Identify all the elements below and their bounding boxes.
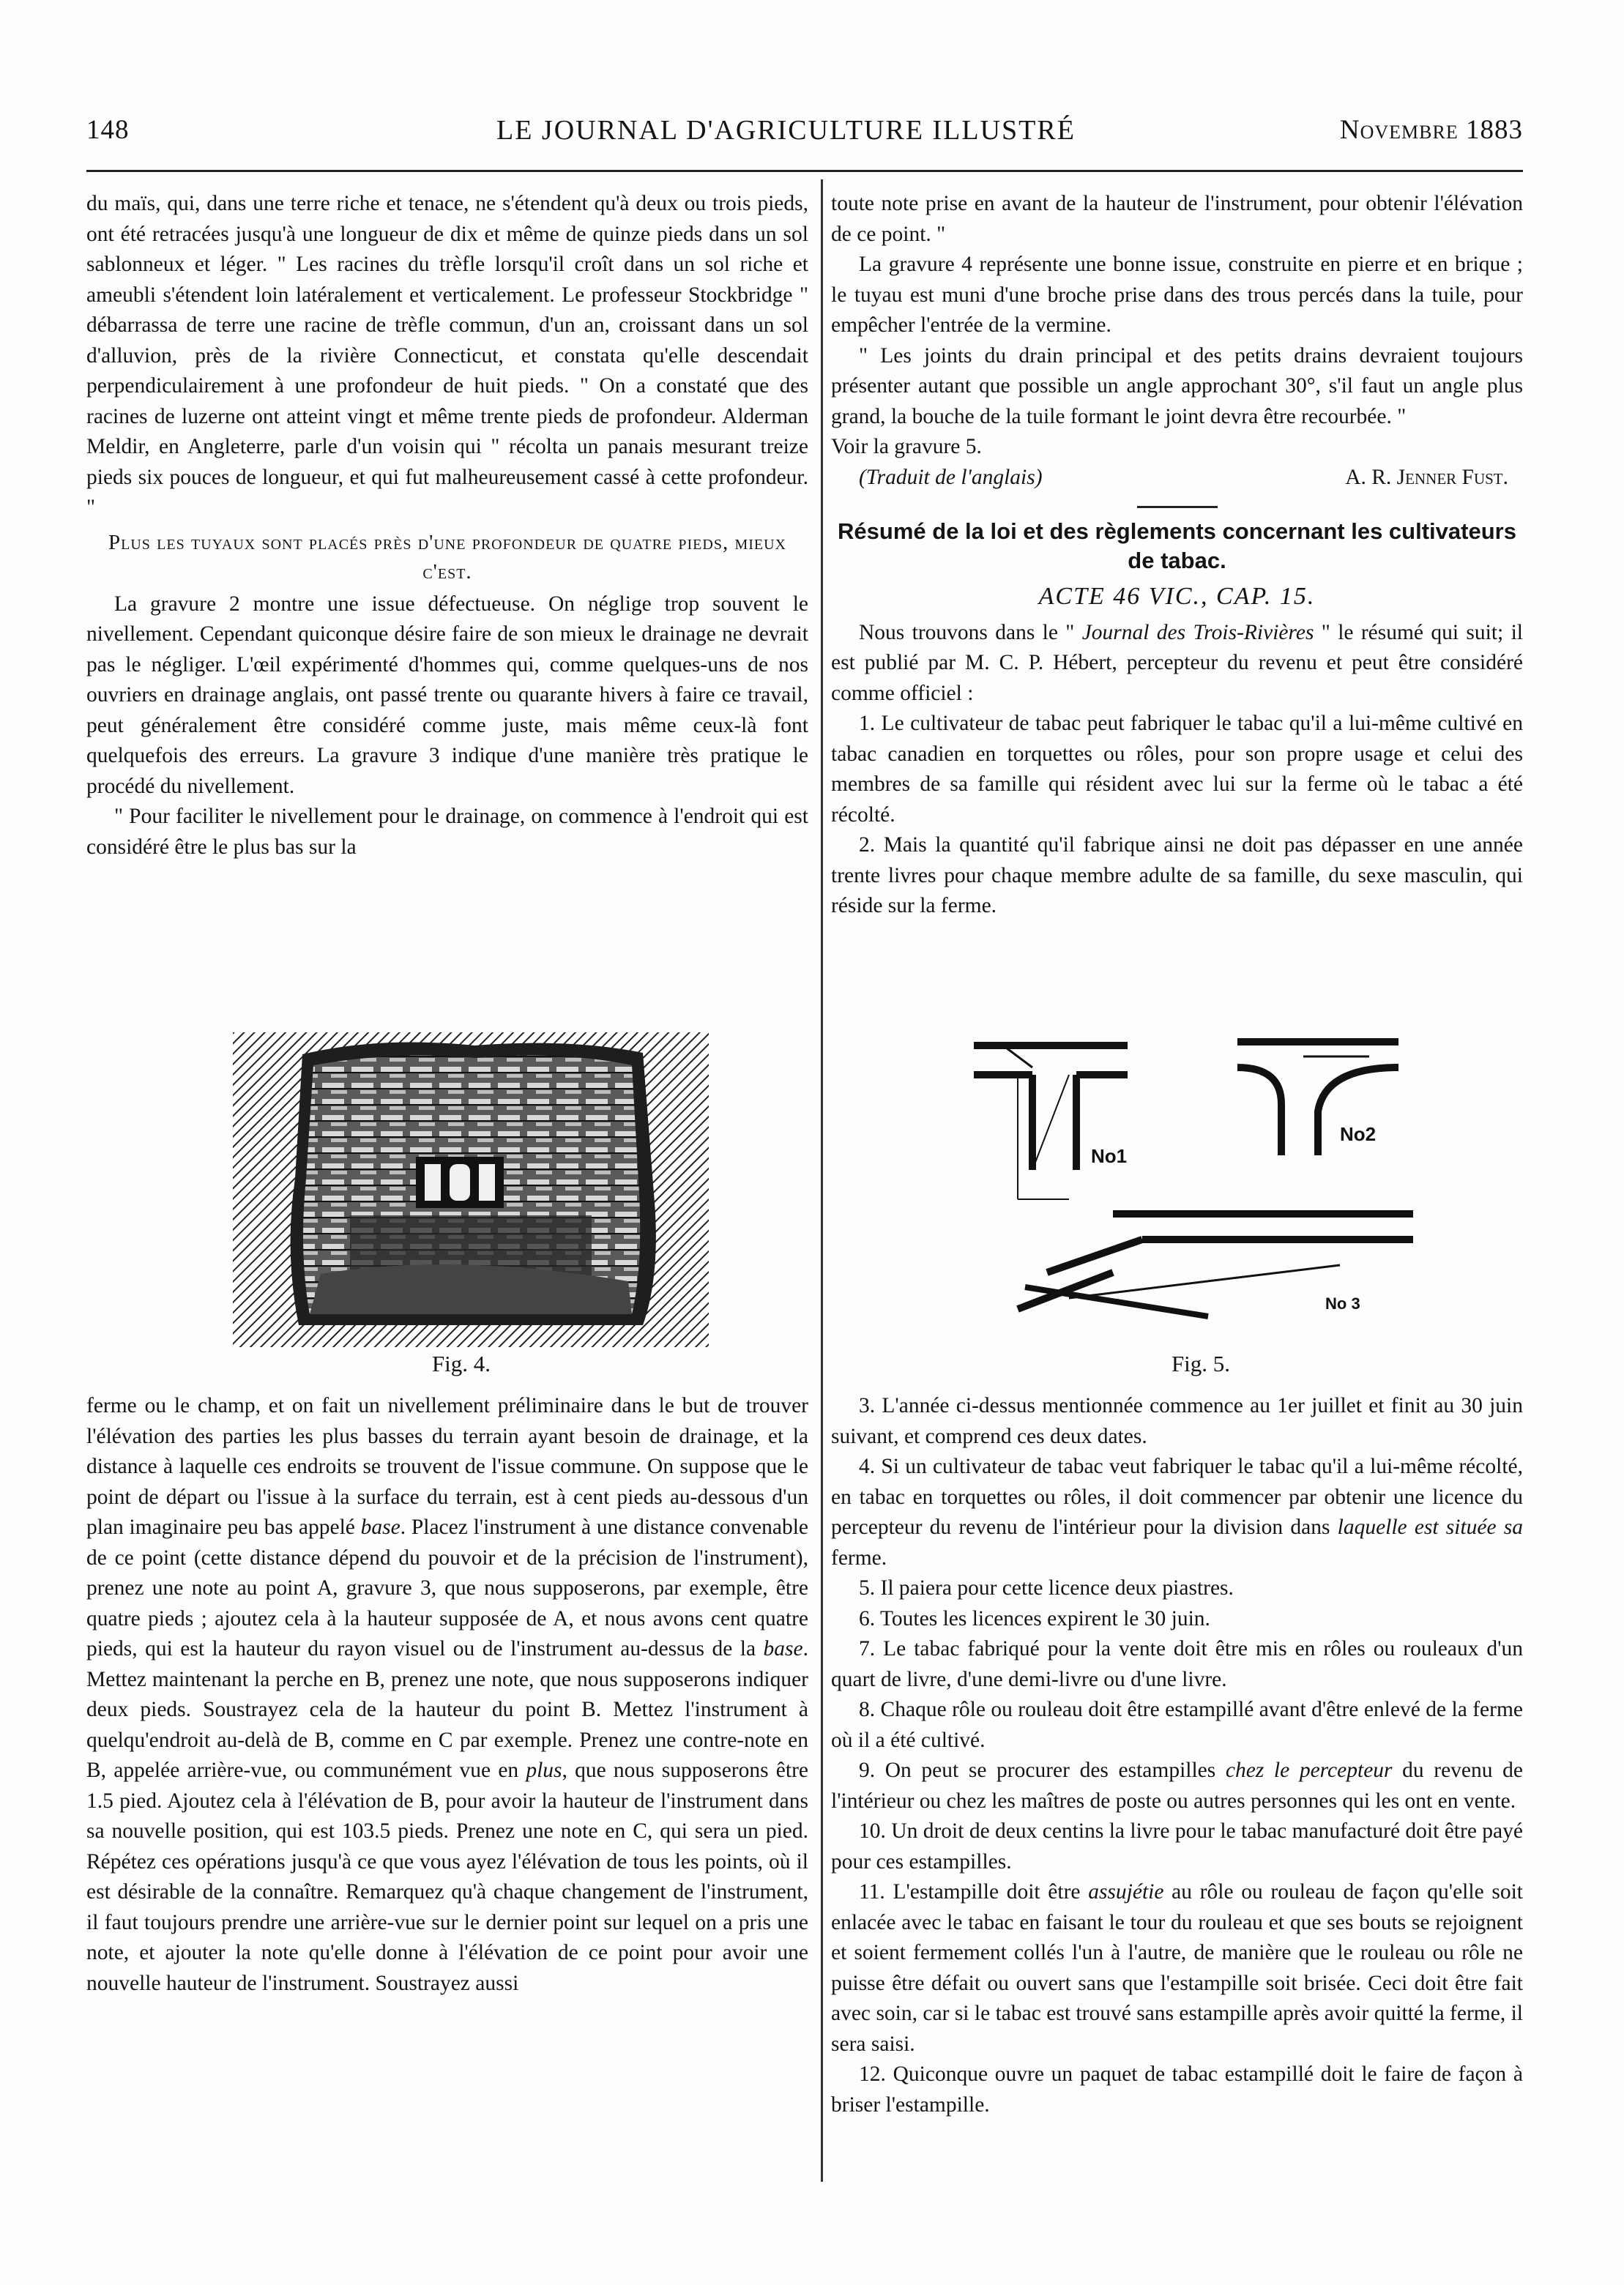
list-item	[831, 1877, 1523, 2060]
header-rule	[86, 170, 1523, 172]
paragraph: Voir la gravure 5.	[831, 435, 982, 458]
label-no1: No1	[1091, 1145, 1128, 1167]
italic-run: chez le percepteur	[1225, 1759, 1393, 1782]
italic-term: plus	[526, 1759, 562, 1782]
label-no2: No2	[1340, 1123, 1377, 1145]
translation-note: (Traduit de l'anglais)	[859, 465, 1043, 489]
list-item	[831, 1756, 1523, 1816]
paragraph: La gravure 4 représente une bonne issue, construite en pierre et en brique ; le tuyau est muni d'une broche prise dans des trous percés dans la tuile, pour empêcher l'entrée de la vermine.	[831, 253, 1523, 337]
journal-name: Journal des Trois-Rivières	[1081, 620, 1314, 644]
figure-4-drain-outlet	[233, 1032, 709, 1347]
paragraph	[831, 618, 1523, 709]
figure-4-caption: Fig. 4.	[431, 1351, 491, 1376]
text-run: ferme ou le champ, et on fait un nivellement préliminaire dans le but de trouver l'élévation des parties les plus basses du terrain ayant besoin de drainage, et la distance à laquelle ces endroits se trouvent de l'issue commune. On suppose que le point de départ ou l'issue à la surface du terrain, est à cent pieds au-dessous d'un plan imaginaire peu bas appelé	[86, 1394, 808, 1539]
figure-5-drain-joints	[959, 1024, 1428, 1346]
drain-joints-illustration	[959, 1024, 1428, 1346]
paragraph: " Les joints du drain principal et des petits drains devraient toujours présenter autant que possible un angle approchant 30°, s'il faut un angle plus grand, la bouche de la tuile formant le joint devra être recourbée. "	[831, 343, 1523, 428]
joint-no1	[974, 1045, 1128, 1199]
list-item: 5. Il paiera pour cette licence deux piastres.	[859, 1576, 1234, 1600]
signature-line	[831, 463, 1523, 493]
text-run: , que nous supposerons être 1.5 pied. Ajoutez cela à l'élévation de B, pour avoir la hauteur de l'instrument dans sa nouvelle position, qui est 103.5 pieds. Prenez une note en C, qui sera un pied. Répétez ces opérations jusqu'à ce que vous ayez l'élévation de tous les points, où il est désirable de la connaître. Remarquez qu'à chaque changement de l'instrument, il faut toujours prendre une arrière-vue sur le dernier point sur lequel on a pris une note, et ajouter la note qu'elle donne à l'élévation de ce point pour avoir une nouvelle hauteur de l'instrument. Soustrayez aussi	[86, 1759, 808, 1995]
list-item: 3. L'année ci-dessus mentionnée commence au 1er juillet et finit au 30 juin suivant, et comprend ces deux dates.	[831, 1394, 1523, 1448]
paragraph	[86, 1391, 808, 1999]
issue-date: Novembre 1883	[1339, 115, 1523, 145]
italic-term: base	[360, 1516, 401, 1539]
text-run: Nous trouvons dans le "	[859, 620, 1082, 644]
list-item	[831, 1452, 1523, 1573]
paragraph: La gravure 2 montre une issue défectueuse. On néglige trop souvent le nivellement. Cependant quiconque désire faire de son mieux le drainage ne devrait pas le négliger. L'œil expérimenté d'hommes qui, comme quelques-uns de nos ouvriers en drainage anglais, ont passé trente ou quarante hivers à faire ce travail, peut généralement être considéré comme juste, mais même ceux-là font quelquefois des erreurs. La gravure 3 indique d'une manière très pratique le procédé du nivellement.	[86, 592, 808, 798]
act-reference: ACTE 46 VIC., CAP. 15.	[1038, 583, 1316, 610]
right-column-bottom	[831, 1391, 1523, 2120]
text-run: " le résumé qui suit; il est publié par M. C. P. Hébert, percepteur du revenu et peut être considéré comme officiel :	[831, 620, 1523, 705]
left-column-bottom	[86, 1391, 808, 1999]
list-item: 12. Quiconque ouvre un paquet de tabac estampillé doit le faire de façon à briser l'estampille.	[831, 2062, 1523, 2117]
section-divider	[1137, 506, 1218, 508]
text-run: . Mettez maintenant la perche en B, prenez une note, que nous supposerons indiquer deux pieds. Soustrayez cela de la hauteur du point B. Mettez l'instrument à quelqu'endroit au-delà de B, comme en C par exemple. Prenez une contre-note en B, appelée arrière-vue, ou communément vue en	[86, 1637, 808, 1782]
page-header	[86, 108, 1523, 152]
text-run: 9. On peut se procurer des estampilles	[859, 1759, 1226, 1782]
article-title: Résumé de la loi et des règlements concernant les cultivateurs de tabac.	[838, 518, 1516, 573]
list-item: 2. Mais la quantité qu'il fabrique ainsi ne doit pas dépasser en une année trente livres pour chaque membre adulte de sa famille, du sexe masculin, qui réside sur la ferme.	[831, 833, 1523, 917]
section-heading: Plus les tuyaux sont placés près d'une profondeur de quatre pieds, mieux c'est.	[108, 530, 786, 584]
text-run: au rôle ou rouleau de façon qu'elle soit enlacée avec le tabac en faisant le tour du rouleau et que ses bouts se rejoignent et soient fermement collés l'un à l'autre, de manière que le rouleau ou rôle ne puisse être défait ou ouvert sans que l'estampille soit brisée. Ceci doit être fait avec soin, car si le tabac est trouvé sans estampille après avoir quitté la ferme, il sera saisi.	[831, 1880, 1523, 2056]
text-run: 11. L'estampille doit être	[859, 1880, 1089, 1904]
column-divider	[821, 179, 823, 2182]
journal-title: LE JOURNAL D'AGRICULTURE ILLUSTRÉ	[496, 115, 1076, 146]
list-item: 8. Chaque rôle ou rouleau doit être estampillé avant d'être enlevé de la ferme où il a été cultivé.	[831, 1698, 1523, 1752]
paragraph: toute note prise en avant de la hauteur de l'instrument, pour obtenir l'élévation de ce point. "	[831, 192, 1523, 246]
list-item: 10. Un droit de deux centins la livre pour le tabac manufacturé doit être payé pour ces estampilles.	[831, 1819, 1523, 1874]
figure-5-caption: Fig. 5.	[1171, 1351, 1231, 1376]
paragraph: du maïs, qui, dans une terre riche et tenace, ne s'étendent qu'à deux ou trois pieds, ont été retracées jusqu'à une longueur de dix et même de quinze pieds dans un sol sablonneux et léger. " Les racines du trèfle lorsqu'il croît dans un sol riche et ameubli s'étendent loin latéralement et verticalement. Le professeur Stockbridge " débarrassa de terre une racine de trèfle commun, d'un an, croissant dans un sol d'alluvion, près de la rivière Connecticut, et constata qu'elle descendait perpendiculairement à une profondeur de huit pieds. " On a constaté que des racines de luzerne ont atteint vingt et même trente pieds de profondeur. Alderman Meldir, en Angleterre, parle d'un voisin qui " récolta un panais mesurant treize pieds six pouces de longueur, et qui fut malheureusement cassé à cette profondeur. "	[86, 192, 808, 519]
right-column-top	[831, 189, 1523, 922]
text-run: ferme.	[831, 1546, 887, 1570]
list-item: 7. Le tabac fabriqué pour la vente doit être mis en rôles ou rouleaux d'un quart de livre, d'une demi-livre ou d'une livre.	[831, 1637, 1523, 1691]
paragraph: " Pour faciliter le nivellement pour le drainage, on commence à l'endroit qui est considéré être le plus bas sur la	[86, 805, 808, 859]
label-no3: No 3	[1325, 1294, 1360, 1313]
italic-run: assujétie	[1088, 1880, 1164, 1904]
author-name: A. R. Jenner Fust.	[1345, 465, 1508, 489]
left-column-top	[86, 189, 808, 862]
text-run: 4. Si un cultivateur de tabac veut fabriquer le tabac qu'il a lui-même récolté, en tabac en torquettes ou rôles, il doit commencer par obtenir une licence du percepteur du revenu de l'intérieur pour la division dans	[831, 1455, 1523, 1539]
list-item: 1. Le cultivateur de tabac peut fabriquer le tabac qu'il a lui-même cultivé en tabac canadien en torquettes ou rôles, pour son propre usage et celui des membres de sa famille qui résident avec lui sur la ferme où le tabac a été récolté.	[831, 712, 1523, 827]
italic-run: laquelle est située sa	[1337, 1516, 1523, 1539]
text-run: . Placez l'instrument à une distance convenable de ce point (cette distance dépend du pouvoir et de la précision de l'instrument), prenez une note au point A, gravure 3, que nous supposerons, par exemple, être quatre pieds ; ajoutez cela à la hauteur supposée de A, et nous avons cent quatre pieds, qui est la hauteur du rayon visuel ou de l'instrument au-dessus de la	[86, 1516, 808, 1660]
italic-term: base	[763, 1637, 803, 1660]
list-item: 6. Toutes les licences expirent le 30 juin.	[859, 1606, 1210, 1630]
text-run: du revenu de l'intérieur ou chez les maîtres de poste ou autres personnes qui les ont en vente.	[831, 1759, 1523, 1813]
page-number: 148	[86, 115, 130, 145]
drain-outlet-illustration	[233, 1032, 709, 1347]
